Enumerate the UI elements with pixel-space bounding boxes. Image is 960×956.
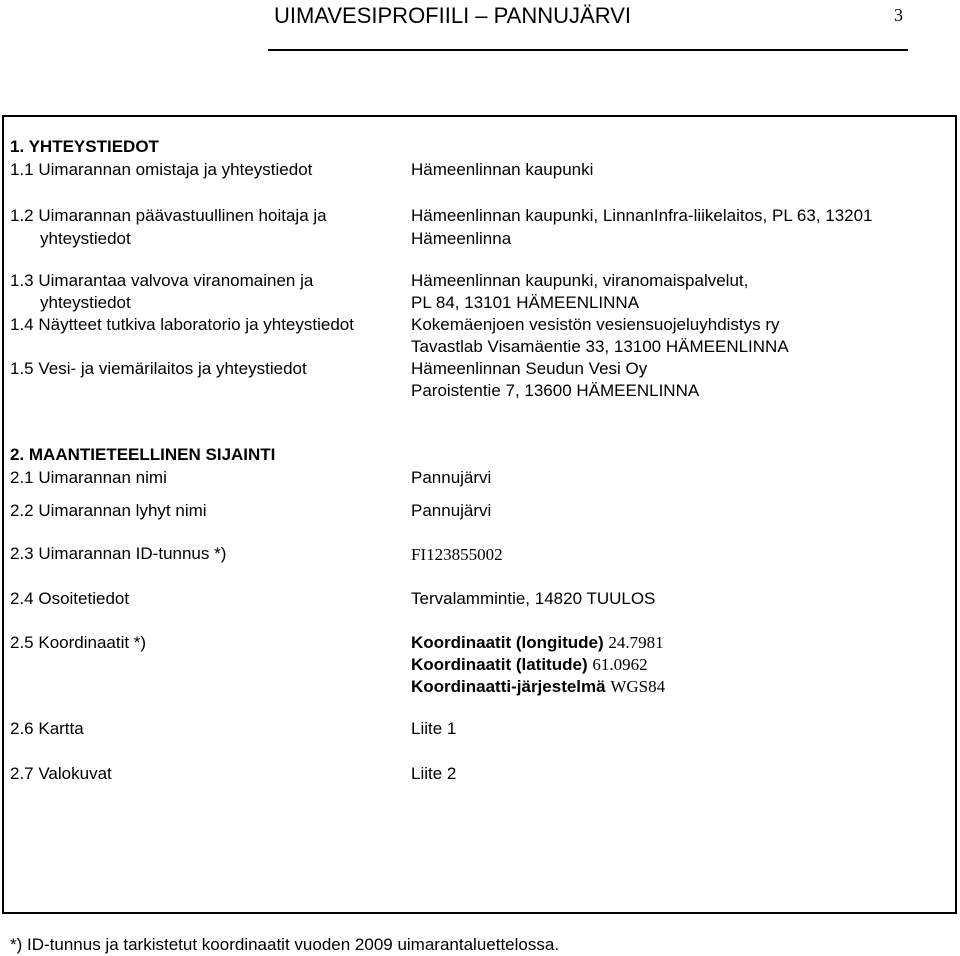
row-label: yhteystiedot (40, 229, 131, 248)
row-label: 1.5 Vesi- ja viemärilaitos ja yhteystiedot (10, 359, 307, 378)
short-name-label: 2.2 Uimarannan lyhyt nimi (10, 501, 207, 520)
photos-label: 2.7 Valokuvat (10, 764, 112, 783)
beach-name-value: Pannujärvi (411, 468, 492, 487)
row-value: PL 84, 13101 HÄMEENLINNA (411, 293, 640, 312)
coordinate-system-line (411, 678, 665, 695)
row-label: 1.3 Uimarantaa valvova viranomainen ja (10, 271, 314, 290)
frame-bottom (2, 912, 957, 914)
row-label: 1.4 Näytteet tutkiva laboratorio ja yhteystiedot (10, 315, 354, 334)
row-value: Hämeenlinnan kaupunki, LinnanInfra-liikelaitos, PL 63, 13201 (411, 206, 873, 225)
coordinate-system-value: WGS84 (610, 677, 666, 696)
row-value: Paroistentie 7, 13600 HÄMEENLINNA (411, 381, 700, 400)
longitude-label: Koordinaatit (longitude) (411, 633, 604, 652)
frame-top (2, 115, 957, 117)
coordinate-system-label: Koordinaatti-järjestelmä (411, 677, 606, 696)
latitude-label: Koordinaatit (latitude) (411, 655, 588, 674)
longitude-line (411, 634, 664, 651)
section-heading-contacts: 1. YHTEYSTIEDOT (10, 137, 159, 156)
address-value: Tervalammintie, 14820 TUULOS (411, 589, 656, 608)
header-rule (268, 49, 908, 51)
id-value: FI123855002 (411, 545, 503, 564)
row-value: Hämeenlinnan kaupunki (411, 160, 594, 179)
row-value: Hämeenlinnan Seudun Vesi Oy (411, 359, 648, 378)
row-value: Tavastlab Visamäentie 33, 13100 HÄMEENLINNA (411, 337, 789, 356)
row-label: 1.1 Uimarannan omistaja ja yhteystiedot (10, 160, 313, 179)
section-heading-location: 2. MAANTIETEELLINEN SIJAINTI (10, 445, 276, 464)
photos-value: Liite 2 (411, 764, 457, 783)
latitude-line (411, 656, 648, 673)
document-title: UIMAVESIPROFIILI – PANNUJÄRVI (274, 3, 631, 28)
latitude-value: 61.0962 (592, 655, 648, 674)
row-label: yhteystiedot (40, 293, 131, 312)
row-value: Hämeenlinnan kaupunki, viranomaispalvelut, (411, 271, 749, 290)
row-value: Kokemäenjoen vesistön vesiensuojeluyhdistys ry (411, 315, 780, 334)
beach-name-label: 2.1 Uimarannan nimi (10, 468, 167, 487)
page-number: 3 (894, 5, 903, 25)
frame-right (955, 115, 957, 914)
footnote: *) ID-tunnus ja tarkistetut koordinaatit vuoden 2009 uimarantaluettelossa. (10, 935, 560, 954)
row-label: 1.2 Uimarannan päävastuullinen hoitaja ja (10, 206, 327, 225)
address-label: 2.4 Osoitetiedot (10, 589, 130, 608)
short-name-value: Pannujärvi (411, 501, 492, 520)
frame-left (2, 115, 4, 914)
id-label: 2.3 Uimarannan ID-tunnus *) (10, 544, 227, 563)
map-label: 2.6 Kartta (10, 719, 84, 738)
row-value: Hämeenlinna (411, 229, 512, 248)
coordinates-label: 2.5 Koordinaatit *) (10, 633, 147, 652)
longitude-value: 24.7981 (608, 633, 664, 652)
map-value: Liite 1 (411, 719, 457, 738)
